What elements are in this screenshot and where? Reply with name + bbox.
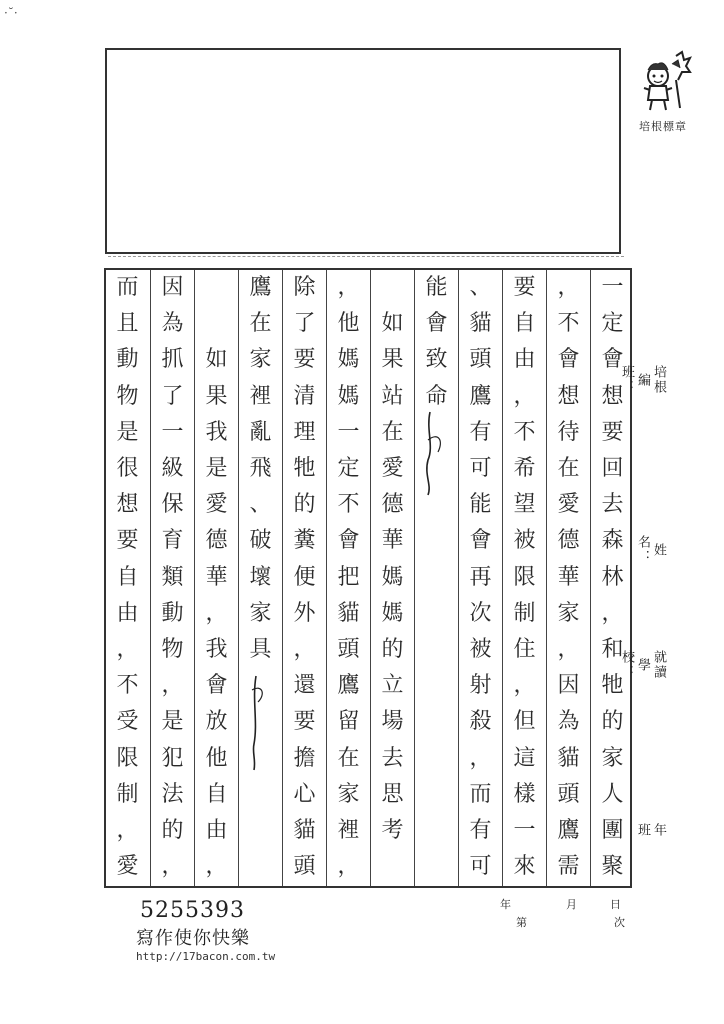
grid-cell: 一 xyxy=(337,419,360,445)
grid-cell: 抓 xyxy=(161,347,184,373)
grid-cell: 會 xyxy=(601,347,624,373)
grid-cell xyxy=(415,668,458,704)
grid-cell: 次 xyxy=(469,600,492,626)
grid-cell: ， xyxy=(205,854,228,880)
grid-cell: 可 xyxy=(469,456,492,481)
date-month-label: 月 xyxy=(566,898,577,911)
grid-cell: 由 xyxy=(116,600,139,626)
grid-cell: ， xyxy=(469,745,492,771)
grid-cell: 保 xyxy=(161,492,184,518)
grid-cell: 放 xyxy=(205,709,228,735)
grid-column xyxy=(502,270,546,886)
grid-cell: 會 xyxy=(337,528,360,554)
grid-cell xyxy=(415,741,458,777)
grid-cell: 想 xyxy=(601,383,624,409)
grid-cell: 還 xyxy=(293,673,316,699)
grid-cell: 是 xyxy=(205,456,228,481)
grid-cell: 要 xyxy=(116,528,139,554)
grid-cell: 希 xyxy=(513,456,536,481)
grid-cell: 思 xyxy=(381,781,404,807)
grid-cell: 擔 xyxy=(293,745,316,771)
footer-url[interactable]: http://17bacon.com.tw xyxy=(136,950,276,963)
writing-grid xyxy=(104,268,632,888)
grid-cell: 果 xyxy=(205,383,228,409)
grid-cell: 果 xyxy=(381,347,404,373)
grid-cell: 頭 xyxy=(337,637,360,662)
grid-cell: 把 xyxy=(337,564,360,590)
grid-cell: ， xyxy=(513,673,536,699)
grid-cell: 要 xyxy=(601,419,624,445)
grid-cell xyxy=(415,487,458,523)
grid-cell: 清 xyxy=(293,383,316,409)
grid-cell: 自 xyxy=(513,311,536,337)
grid-cell: 媽 xyxy=(337,347,360,373)
grid-cell: 頭 xyxy=(293,854,316,880)
grid-cell xyxy=(239,668,282,704)
grid-cell: 人 xyxy=(601,781,624,807)
grid-cell: 在 xyxy=(381,419,404,445)
grid-cell: 會 xyxy=(469,528,492,554)
grid-cell: 是 xyxy=(116,419,139,445)
grid-cell: 一 xyxy=(161,419,184,445)
grid-cell: 自 xyxy=(205,781,228,807)
grid-cell: ， xyxy=(601,600,624,626)
grid-cell: 、 xyxy=(469,275,492,300)
grid-cell: 為 xyxy=(557,709,580,735)
grid-cell: 了 xyxy=(293,311,316,337)
grid-cell: 想 xyxy=(557,383,580,409)
grid-cell: 而 xyxy=(469,781,492,807)
grid-column xyxy=(194,270,238,886)
grid-cell: 鷹 xyxy=(249,275,272,300)
grid-cell: 育 xyxy=(161,528,184,554)
grid-column xyxy=(590,270,634,886)
grid-cell: 由 xyxy=(205,818,228,843)
grid-cell: 法 xyxy=(161,781,184,807)
grid-cell: 物 xyxy=(161,637,184,662)
grid-cell: 自 xyxy=(116,564,139,590)
grid-cell xyxy=(239,849,282,885)
grid-cell: 媽 xyxy=(381,600,404,626)
grid-cell: 外 xyxy=(293,600,316,626)
footer-number: 5255393 xyxy=(140,898,245,923)
grid-cell: 且 xyxy=(116,311,139,337)
grid-cell: 家 xyxy=(249,347,272,373)
grid-cell: 待 xyxy=(557,419,580,445)
grid-cell: ， xyxy=(337,854,360,880)
grid-cell: 心 xyxy=(293,781,316,807)
grid-cell: 定 xyxy=(601,311,624,337)
grid-cell: 要 xyxy=(293,347,316,373)
grid-cell: 森 xyxy=(601,528,624,554)
stamp-label: 培根標章 xyxy=(639,120,687,133)
grid-cell: 媽 xyxy=(337,383,360,409)
grid-cell: 我 xyxy=(205,637,228,662)
grid-cell: 鷹 xyxy=(557,818,580,843)
grid-cell: 德 xyxy=(205,528,228,554)
class-label: 培根編班： xyxy=(619,365,666,395)
grid-cell: 樣 xyxy=(513,781,536,807)
grid-cell xyxy=(415,523,458,559)
grid-cell: ， xyxy=(161,854,184,880)
grid-cell xyxy=(239,813,282,849)
grid-cell: 場 xyxy=(381,709,404,735)
grid-cell: 德 xyxy=(381,492,404,518)
grid-cell: 牠 xyxy=(293,456,316,481)
grid-cell: 貓 xyxy=(469,311,492,337)
grid-cell: 德 xyxy=(557,528,580,554)
grid-cell: 會 xyxy=(557,347,580,373)
date-year-label: 年 xyxy=(500,898,511,911)
grid-cell: 貓 xyxy=(557,745,580,771)
session-prefix-label: 第 xyxy=(516,916,527,929)
grid-cell: 是 xyxy=(161,709,184,735)
grid-cell: ， xyxy=(116,637,139,662)
grid-cell xyxy=(415,632,458,668)
grid-cell: 制 xyxy=(513,600,536,626)
grid-cell: 回 xyxy=(601,456,624,481)
grid-cell: 貓 xyxy=(337,600,360,626)
school-label: 就讀學校： xyxy=(619,650,666,680)
grade-label: 年 班 xyxy=(635,822,666,853)
grid-cell: 的 xyxy=(381,637,404,662)
grid-cell: 我 xyxy=(205,419,228,445)
grid-cell: 立 xyxy=(381,673,404,699)
grid-cell: 華 xyxy=(381,528,404,554)
grid-cell xyxy=(415,849,458,885)
grid-cell: 命 xyxy=(425,383,448,409)
grid-cell: 糞 xyxy=(293,528,316,554)
grid-cell: 因 xyxy=(557,673,580,699)
title-box-edge xyxy=(108,256,624,261)
grid-cell: 鷹 xyxy=(337,673,360,699)
grid-cell xyxy=(415,704,458,740)
grid-cell: 貓 xyxy=(293,818,316,843)
grid-cell: 因 xyxy=(161,275,184,300)
grid-cell: 愛 xyxy=(557,492,580,518)
grid-cell: 動 xyxy=(161,600,184,626)
grid-cell xyxy=(415,415,458,451)
grid-cell xyxy=(371,849,414,885)
grid-cell: 裡 xyxy=(249,383,272,409)
grid-cell: 有 xyxy=(469,419,492,445)
grid-cell: 在 xyxy=(249,311,272,337)
grid-cell: 、 xyxy=(249,492,272,518)
grid-cell: 家 xyxy=(337,781,360,807)
grid-cell: ， xyxy=(557,637,580,662)
grid-cell: 考 xyxy=(381,818,404,843)
grid-cell xyxy=(415,777,458,813)
grid-cell: 頭 xyxy=(469,347,492,373)
grid-cell: 犯 xyxy=(161,745,184,771)
grid-cell: 會 xyxy=(425,311,448,337)
grid-cell: 鷹 xyxy=(469,383,492,409)
grid-cell: 殺 xyxy=(469,709,492,735)
grid-cell: 可 xyxy=(469,854,492,880)
grid-cell xyxy=(239,704,282,740)
grid-cell: 致 xyxy=(425,347,448,373)
mascot-logo-icon xyxy=(632,50,692,112)
grid-column xyxy=(282,270,326,886)
grid-cell: 破 xyxy=(249,528,272,554)
grid-cell: 這 xyxy=(513,745,536,771)
grid-cell xyxy=(415,451,458,487)
grid-cell: 不 xyxy=(337,492,360,518)
grid-cell: 團 xyxy=(601,818,624,843)
grid-cell xyxy=(415,596,458,632)
grid-cell: 理 xyxy=(293,419,316,445)
session-suffix-label: 次 xyxy=(614,916,625,929)
grid-cell: 制 xyxy=(116,781,139,807)
grid-cell: 具 xyxy=(249,637,272,662)
grid-cell: 的 xyxy=(161,818,184,843)
grid-cell xyxy=(239,741,282,777)
footer-slogan: 寫作使你快樂 xyxy=(136,928,250,949)
grid-cell: 為 xyxy=(161,311,184,337)
grid-cell: 壞 xyxy=(249,564,272,590)
grid-cell: ， xyxy=(205,600,228,626)
grid-cell: 如 xyxy=(381,311,404,337)
grid-cell: ， xyxy=(513,383,536,409)
grid-cell: 但 xyxy=(513,709,536,735)
grid-cell: 在 xyxy=(337,745,360,771)
grid-cell: 一 xyxy=(513,818,536,843)
grid-cell: 頭 xyxy=(557,781,580,807)
grid-cell: 便 xyxy=(293,564,316,590)
grid-cell: 家 xyxy=(557,600,580,626)
grid-cell: 定 xyxy=(337,456,360,481)
grid-column xyxy=(106,270,150,886)
grid-column xyxy=(546,270,590,886)
grid-cell: 媽 xyxy=(381,564,404,590)
grid-cell: 射 xyxy=(469,673,492,699)
corner-mark: ·˘· xyxy=(4,6,18,20)
grid-cell: 家 xyxy=(601,745,624,771)
grid-cell xyxy=(239,777,282,813)
grid-cell: 動 xyxy=(116,347,139,373)
grid-cell: 不 xyxy=(116,673,139,699)
grid-cell: 他 xyxy=(337,311,360,337)
grid-cell: 家 xyxy=(249,600,272,626)
grid-cell: 去 xyxy=(381,745,404,771)
grid-cell: 物 xyxy=(116,383,139,409)
grid-cell: 限 xyxy=(116,745,139,771)
grid-cell: 聚 xyxy=(601,854,624,880)
grid-cell xyxy=(415,813,458,849)
grid-cell: 很 xyxy=(116,456,139,481)
grid-cell: 住 xyxy=(513,637,536,662)
name-label: 姓名： xyxy=(635,535,666,565)
grid-cell: ， xyxy=(161,673,184,699)
grid-cell: ， xyxy=(337,275,360,300)
grid-cell: 他 xyxy=(205,745,228,771)
grid-column xyxy=(238,270,282,886)
grid-cell: 除 xyxy=(293,275,316,300)
grid-cell: 不 xyxy=(513,419,536,445)
grid-cell: 被 xyxy=(513,528,536,554)
grid-cell: 會 xyxy=(205,673,228,699)
grid-cell: 再 xyxy=(469,564,492,590)
grid-column xyxy=(370,270,414,886)
grid-column xyxy=(150,270,194,886)
grid-cell: 要 xyxy=(293,709,316,735)
grid-cell xyxy=(195,306,238,342)
grid-cell: 愛 xyxy=(116,854,139,880)
grid-cell xyxy=(415,560,458,596)
grid-cell: 華 xyxy=(557,564,580,590)
grid-cell: 來 xyxy=(513,854,536,880)
grid-cell: 一 xyxy=(601,275,624,300)
grid-cell: 在 xyxy=(557,456,580,481)
grid-cell: 能 xyxy=(469,492,492,518)
grid-cell: 裡 xyxy=(337,818,360,843)
grid-cell: 不 xyxy=(557,311,580,337)
grid-cell: 如 xyxy=(205,347,228,373)
grid-cell: 的 xyxy=(293,492,316,518)
grid-cell: 需 xyxy=(557,854,580,880)
grid-cell: 的 xyxy=(601,709,624,735)
title-box xyxy=(105,48,621,254)
grid-column xyxy=(326,270,370,886)
grid-cell: 了 xyxy=(161,383,184,409)
grid-cell: 類 xyxy=(161,564,184,590)
grid-cell: 望 xyxy=(513,492,536,518)
grid-cell: 愛 xyxy=(381,456,404,481)
grid-cell: 要 xyxy=(513,275,536,300)
grid-cell: 想 xyxy=(116,492,139,518)
grid-cell: 愛 xyxy=(205,492,228,518)
date-day-label: 日 xyxy=(610,898,621,911)
grid-cell xyxy=(371,270,414,306)
grid-cell: 飛 xyxy=(249,456,272,481)
grid-cell: 站 xyxy=(381,383,404,409)
grid-cell: 級 xyxy=(161,456,184,481)
grid-column xyxy=(414,270,458,886)
grid-cell: 能 xyxy=(425,275,448,300)
grid-cell: 受 xyxy=(116,709,139,735)
grid-cell: 林 xyxy=(601,564,624,590)
grid-cell: 由 xyxy=(513,347,536,373)
grid-cell: 留 xyxy=(337,709,360,735)
grid-cell: ， xyxy=(293,637,316,662)
grid-cell: 被 xyxy=(469,637,492,662)
grid-cell: 限 xyxy=(513,564,536,590)
grid-cell: 牠 xyxy=(601,673,624,699)
grid-cell xyxy=(195,270,238,306)
grid-cell: 而 xyxy=(116,275,139,300)
grid-column xyxy=(458,270,502,886)
grid-cell: 去 xyxy=(601,492,624,518)
grid-cell: ， xyxy=(116,818,139,843)
grid-cell: 華 xyxy=(205,564,228,590)
grid-cell: 和 xyxy=(601,637,624,662)
grid-cell: ， xyxy=(557,275,580,300)
grid-cell: 有 xyxy=(469,818,492,843)
grid-cell: 亂 xyxy=(249,419,272,445)
